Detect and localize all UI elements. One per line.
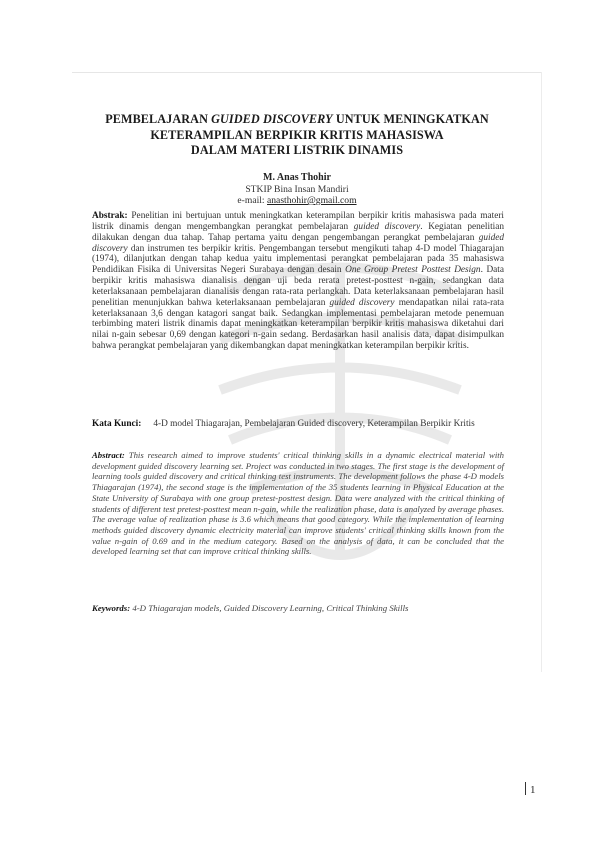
abstract-id-part-2: . Kegiatan penelitian dilakukan dengan dua tahap. Tahap pertama yaitu dengan pengembangan perangkat pembelajaran: [92, 221, 505, 243]
abstract-id-em-2: guided discovery: [92, 232, 504, 254]
title-line-1-pre: PEMBELAJARAN: [105, 112, 212, 126]
title-line-1: [90, 112, 504, 128]
paper-title: [90, 112, 504, 159]
abstract-id-part-5: mendapatkan nilai rata-rata keterlaksanaan 3,6 dengan katagori sangat baik. Sedangkan implementasi pembelajaran metode penemuan terbimbing materi listrik dinamis dapat meningkatkan keterampilan berpikir kritis mahasiswa diketahui dari nilai n-gain sebesar 0,69 dengan kategori n-gain sedang. Berdasarkan hasil analisis data, dapat disimpulkan bahwa perangkat pembelajaran yang dikembangkan dapat meningkatkan keterampilan berpikir kritis.: [92, 297, 505, 352]
email-link[interactable]: anasthohir@gmail.com: [267, 195, 357, 206]
kata-kunci-label: Kata Kunci:: [92, 419, 142, 429]
kata-kunci: [92, 419, 504, 430]
page-number-divider: [525, 782, 526, 795]
abstract-indonesian: [92, 211, 504, 352]
page-number-value: 1: [530, 784, 536, 796]
title-line-1-post: UNTUK MENINGKATKAN: [332, 112, 489, 126]
abstract-id-part-3: dan instrumen tes berpikir kritis. Pengembangan tersebut mengikuti tahap 4-D model Thiagarajan (1974), dilanjutkan dengan tahap kedua yaitu implementasi perangkat pembelajaran pada 35 mahasiswa Pendidikan Fisika di Universitas Negeri Surabaya dengan desain: [92, 243, 504, 276]
abstract-id-em-4: guided discovery: [329, 297, 395, 308]
kata-kunci-text: 4-D model Thiagarajan, Pembelajaran Guided discovery, Keterampilan Berpikir Kritis: [153, 419, 475, 429]
abstract-id-em-1: guided discovery: [353, 221, 421, 232]
page-top-border: [72, 72, 542, 73]
keywords-label: Keywords:: [92, 603, 131, 613]
page-number: [525, 782, 536, 796]
abstract-en-label: Abstract:: [92, 450, 125, 460]
abstract-id-part-4: . Data berpikir kritis mahasiswa dianalisis dengan uji beda rerata pretest-posttest n-gain, sedangkan data keterlaksanaan pembelajaran dianalisis dengan rata-rata perlangkah. Data keterlaksanaan pembelajaran hasil penelitian menunjukkan bahwa keterlaksanaan pembelajaran: [92, 265, 504, 308]
abstract-en-text: This research aimed to improve students' critical thinking skills in a dynamic electrical material with development guided discovery learning set. Project was conducted in two stages. The first stage is the development of learning tools guided discovery and critical thinking test instruments. The development follows the phase 4-D models Thiagarajan (1974), the second stage is the implementation of the 35 students learning in Physical Education at the State University of Surabaya with one group pretest-posttest design. Data were analyzed with the critical thinking of students of different test pretest-posttest mean n-gain, while the realization phase, data is analyzed by average phases. The average value of realization phase is 3.6 which means that good category. While the implementation of learning methods guided discovery dynamic electricity material can improve students' critical thinking skills known from the value n-gain of 0.69 and in the medium category. Based on the analysis of data, it can be concluded that the developed learning set that can improve critical thinking skills.: [92, 450, 504, 557]
title-line-3: DALAM MATERI LISTRIK DINAMIS: [190, 143, 404, 157]
abstract-id-em-3: One Group Pretest Posttest Design: [345, 265, 481, 276]
keywords-text: 4-D Thiagarajan models, Guided Discovery Learning, Critical Thinking Skills: [130, 603, 409, 613]
author-email-line: [90, 195, 504, 206]
abstract-id-part-1: Penelitian ini bertujuan untuk meningkatkan keterampilan berpikir kritis mahasiswa pada materi listrik dinamis dengan mengembangkan perangkat pembelajaran: [92, 211, 504, 232]
keywords: [92, 603, 504, 613]
page-side-border: [541, 72, 542, 672]
title-line-2: KETERAMPILAN BERPIKIR KRITIS MAHASISWA: [150, 127, 444, 142]
abstract-id-label: Abstrak:: [92, 211, 128, 221]
title-line-1-emphasis: GUIDED DISCOVERY: [211, 112, 333, 126]
author-name: M. Anas Thohir: [263, 172, 331, 183]
abstract-english: [92, 450, 504, 557]
email-label: e-mail:: [237, 195, 267, 206]
author-affiliation: STKIP Bina Insan Mandiri: [245, 184, 349, 195]
